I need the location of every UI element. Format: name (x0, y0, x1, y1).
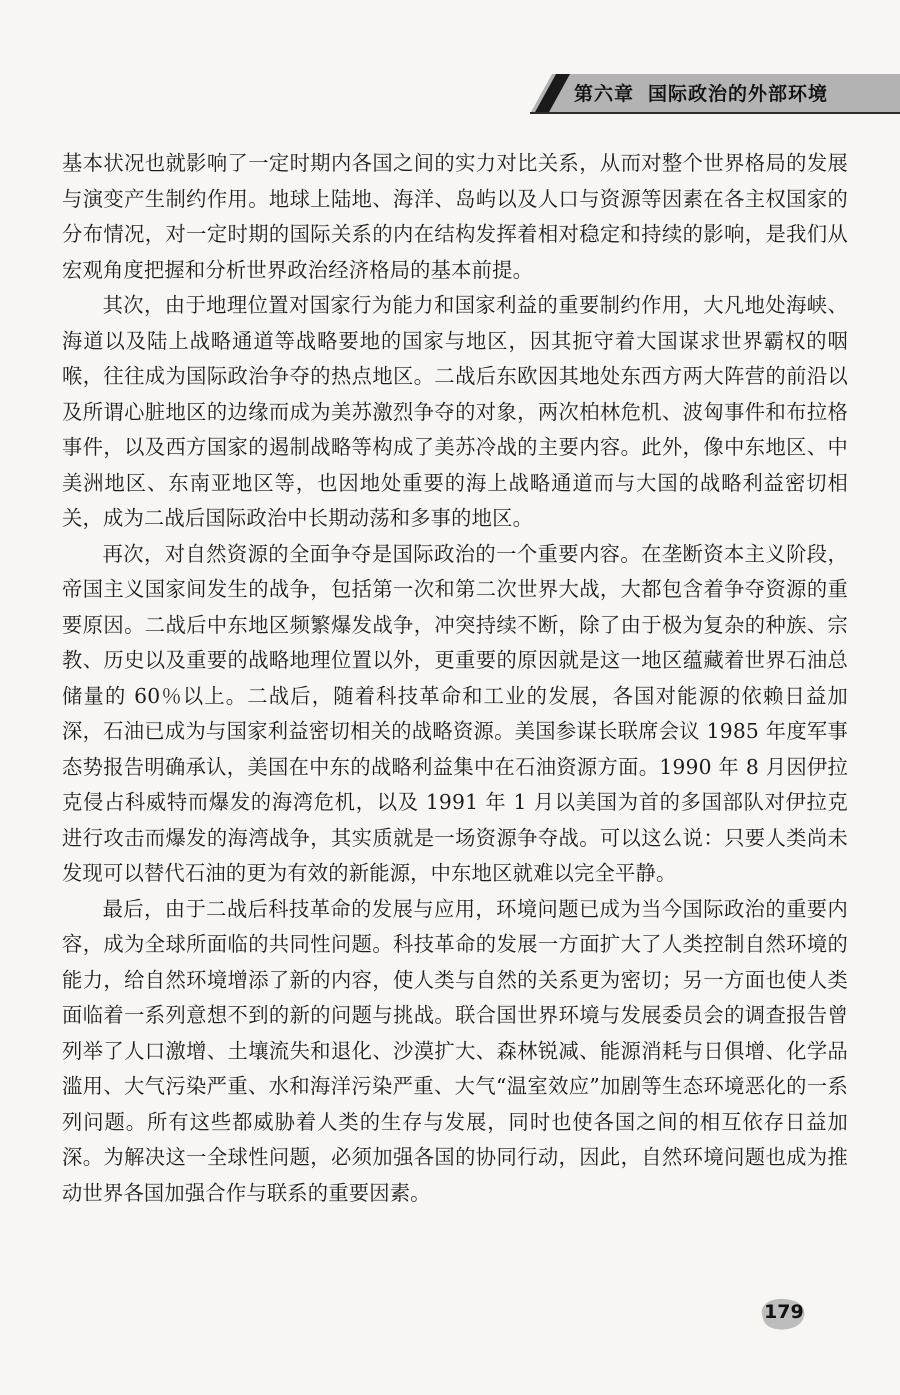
paragraph: 再次，对自然资源的全面争夺是国际政治的一个重要内容。在垄断资本主义阶段，帝国主义国家间发生的战争，包括第一次和第二次世界大战，大都包含着争夺资源的重要原因。二战后中东地区频繁爆发战争，冲突持续不断，除了由于极为复杂的种族、宗教、历史以及重要的战略地理位置以外，更重要的原因就是这一地区蕴藏着世界石油总储量的 60％以上。二战后，随着科技革命和工业的发展，各国对能源的依赖日益加深，石油已成为与国家利益密切相关的战略资源。美国参谋长联席会议 1985 年度军事态势报告明确承认，美国在中东的战略利益集中在石油资源方面。1990 年 8 月因伊拉克侵占科威特而爆发的海湾危机，以及 1991 年 1 月以美国为首的多国部队对伊拉克进行攻击而爆发的海湾战争，其实质就是一场资源争夺战。可以这么说：只要人类尚未发现可以替代石油的更为有效的新能源，中东地区就难以完全平静。 (62, 541, 848, 885)
body-text (62, 146, 848, 1211)
paragraph-continuation: 基本状况也就影响了一定时期内各国之间的实力对比关系，从而对整个世界格局的发展与演变产生制约作用。地球上陆地、海洋、岛屿以及人口与资源等因素在各主权国家的分布情况，对一定时期的国际关系的内在结构发挥着相对稳定和持续的影响，是我们从宏观角度把握和分析世界政治经济格局的基本前提。 (62, 151, 848, 282)
chapter-number: 第六章 (574, 83, 635, 105)
running-header (530, 74, 900, 114)
page-number (756, 1296, 808, 1332)
page-number-text: 179 (764, 1301, 804, 1323)
paragraph: 其次，由于地理位置对国家行为能力和国家利益的重要制约作用，大凡地处海峡、海道以及陆上战略通道等战略要地的国家与地区，因其扼守着大国谋求世界霸权的咽喉，往往成为国际政治争夺的热点地区。二战后东欧因其地处东西方两大阵营的前沿以及所谓心脏地区的边缘而成为美苏激烈争夺的对象，两次柏林危机、波匈事件和布拉格事件，以及西方国家的遏制战略等构成了美苏冷战的主要内容。此外，像中东地区、中美洲地区、东南亚地区等，也因地处重要的海上战略通道而与大国的战略利益密切相关，成为二战后国际政治中长期动荡和多事的地区。 (62, 293, 848, 530)
chapter-title: 国际政治的外部环境 (648, 83, 829, 105)
header-text (574, 80, 828, 108)
paragraph: 最后，由于二战后科技革命的发展与应用，环境问题已成为当今国际政治的重要内容，成为全球所面临的共同性问题。科技革命的发展一方面扩大了人类控制自然环境的能力，给自然环境增添了新的内容，使人类与自然的关系更为密切；另一方面也使人类面临着一系列意想不到的新的问题与挑战。联合国世界环境与发展委员会的调查报告曾列举了人口激增、土壤流失和退化、沙漠扩大、森林锐减、能源消耗与日俱增、化学品滥用、大气污染严重、水和海洋污染严重、大气“温室效应”加剧等生态环境恶化的一系列问题。所有这些都威胁着人类的生存与发展，同时也使各国之间的相互依存日益加深。为解决这一全球性问题，必须加强各国的协同行动，因此，自然环境问题也成为推动世界各国加强合作与联系的重要因素。 (62, 896, 848, 1205)
